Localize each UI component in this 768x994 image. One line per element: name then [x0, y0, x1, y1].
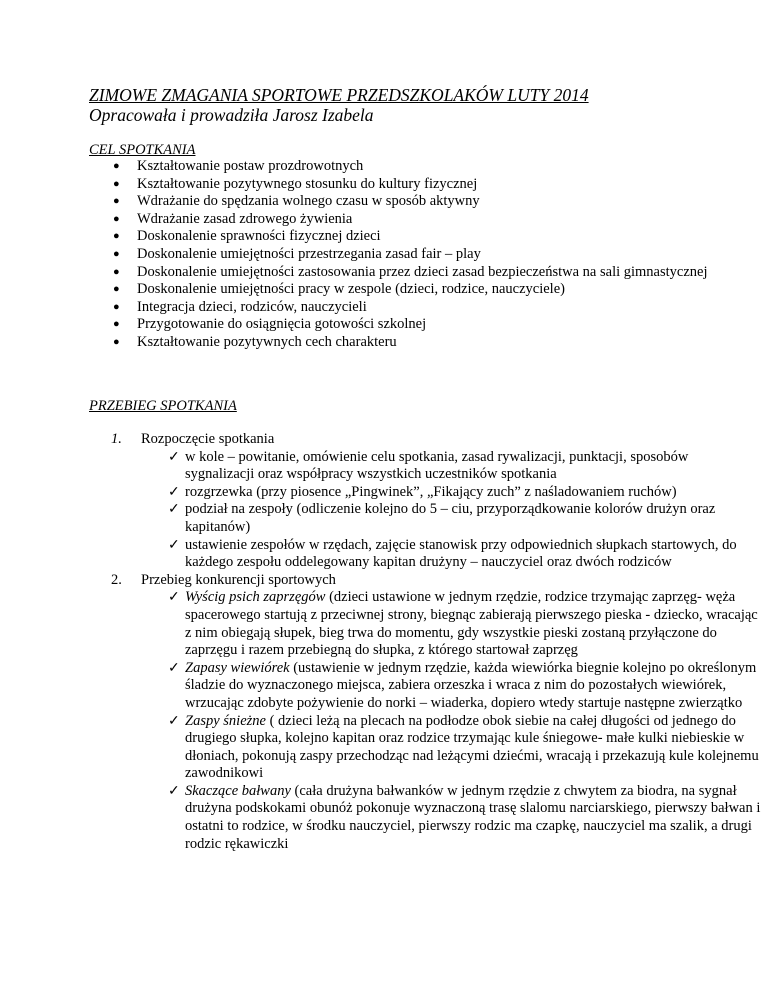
step-subitem	[141, 660, 761, 713]
step-subitem	[141, 713, 761, 783]
step-subitem	[141, 484, 761, 502]
goal-item	[89, 176, 749, 194]
goal-item	[89, 299, 749, 317]
goal-item	[89, 316, 749, 334]
goal-item	[89, 158, 749, 176]
course-heading: PRZEBIEG SPOTKANIA	[89, 398, 237, 414]
bullet-icon: ●	[113, 283, 120, 296]
goal-item-text: Doskonalenie umiejętności przestrzegania zasad fair – play	[137, 245, 481, 262]
step-number: 1.	[111, 431, 122, 447]
activity-text: w kole – powitanie, omówienie celu spotkania, zasad rywalizacji, punktacji, sposobów sygnalizacji oraz współpracy wszystkich uczestników spotkania	[185, 448, 689, 483]
activity-text: podział na zespoły (odliczenie kolejno do 5 – ciu, przyporządkowanie kolorów drużyn oraz kapitanów)	[185, 501, 716, 535]
step-label: Przebieg konkurencji sportowych	[141, 571, 336, 588]
course-step	[111, 572, 761, 854]
checkmark-icon: ✓	[168, 590, 180, 606]
step-subitem	[141, 783, 761, 853]
step-number: 2.	[111, 571, 122, 588]
goals-heading: CEL SPOTKANIA	[89, 142, 196, 158]
checkmark-icon: ✓	[168, 783, 180, 799]
step-subitem	[141, 501, 761, 536]
course-step	[111, 431, 761, 572]
goal-item-text: Doskonalenie umiejętności pracy w zespole (dzieci, rodzice, nauczyciele)	[137, 281, 565, 298]
bullet-icon: ●	[113, 230, 120, 243]
activity-title: Zaspy śnieżne	[185, 712, 266, 729]
activity-text: ( dzieci leżą na plecach na podłodze obok siebie na całej długości od jednego do drugiego słupka, kolejno kapitan oraz rodzice trzymając kule śniegowe- małe kulki niebieskie w dłoniach, pokonują zaspy przechodząc nad leżącymi dziećmi, wracają i przekazują kule kolejnemu zawodnikowi	[185, 712, 759, 782]
goal-item-text: Doskonalenie sprawności fizycznej dzieci	[137, 228, 381, 245]
bullet-icon: ●	[113, 300, 120, 313]
course-steps-list	[111, 431, 761, 853]
goal-item	[89, 264, 749, 282]
activity-text: ustawienie zespołów w rzędach, zajęcie stanowisk przy odpowiednich słupkach startowych, do każdego zespołu oddelegowany kapitan drużyny – nauczyciel oraz dwóch rodziców	[185, 536, 737, 571]
activity-title: Zapasy wiewiórek	[185, 659, 290, 676]
goal-item-text: Wdrażanie zasad zdrowego żywienia	[137, 210, 353, 227]
checkmark-icon: ✓	[168, 713, 180, 729]
goal-item-text: Doskonalenie umiejętności zastosowania przez dzieci zasad bezpieczeństwa na sali gimnastycznej	[137, 263, 708, 280]
step-label: Rozpoczęcie spotkania	[141, 431, 275, 447]
goals-list	[89, 158, 749, 352]
goal-item-text: Przygotowanie do osiągnięcia gotowości szkolnej	[137, 316, 427, 333]
goal-item-text: Kształtowanie pozytywnych cech charakteru	[137, 333, 397, 350]
activity-text: (ustawienie w jednym rzędzie, każda wiewiórka biegnie kolejno po określonym śladzie do wyznaczonego miejsca, zabiera orzeszka i wraca z nim do pozostałych wiewiórek, wrzucając zdobyte pożywienie do norki – wiaderka, dopiero wtedy startuje następne zwierzątko	[185, 659, 757, 711]
goal-item	[89, 281, 749, 299]
step-sublist	[141, 449, 761, 572]
goal-item	[89, 193, 749, 211]
checkmark-icon: ✓	[168, 502, 180, 518]
document-subtitle: Opracowała i prowadziła Jarosz Izabela	[89, 105, 374, 125]
bullet-icon: ●	[113, 247, 120, 260]
goal-item	[89, 334, 749, 352]
goal-item-text: Wdrażanie do spędzania wolnego czasu w sposób aktywny	[137, 193, 480, 210]
bullet-icon: ●	[113, 265, 120, 278]
activity-text: (cała drużyna bałwanków w jednym rzędzie z chwytem za biodra, na sygnał drużyna podskokami obunóż pokonuje wyznaczoną trasę slalomu narciarskiego, pierwszy bałwan i ostatni to rodzice, w środku nauczyciel, pierwszy rodzic ma czapkę, nauczyciel ma szalik, a drugi rodzic rękawiczki	[185, 782, 761, 852]
activity-text: (dzieci ustawione w jednym rzędzie, rodzice trzymając zaprzęg- węża spacerowego startują z przeciwnej strony, biegnąc zabierają pierwszego pieska - dziecko, wracając z nim obiegają słupek, bieg trwa do momentu, gdy wszystkie pieski zostaną przyłączone do zaprzęgu i razem przebiegną do słupka, z którego startował zaprzęg	[185, 589, 758, 659]
activity-title: Skaczące bałwany	[185, 782, 291, 799]
activity-text: rozgrzewka (przy piosence „Pingwinek”, „Fikający zuch” z naśladowaniem ruchów)	[185, 483, 677, 500]
checkmark-icon: ✓	[168, 537, 180, 553]
goal-item-text: Kształtowanie pozytywnego stosunku do kultury fizycznej	[137, 175, 478, 192]
checkmark-icon: ✓	[168, 484, 180, 500]
step-sublist	[141, 589, 761, 853]
bullet-icon: ●	[113, 195, 120, 208]
activity-title: Wyścig psich zaprzęgów	[185, 589, 326, 606]
bullet-icon: ●	[113, 335, 120, 348]
goal-item	[89, 211, 749, 229]
bullet-icon: ●	[113, 212, 120, 225]
goal-item	[89, 228, 749, 246]
bullet-icon: ●	[113, 177, 120, 190]
bullet-icon: ●	[113, 160, 120, 172]
goal-item	[89, 246, 749, 264]
document-title: ZIMOWE ZMAGANIA SPORTOWE PRZEDSZKOLAKÓW LUTY 2014	[89, 85, 589, 105]
bullet-icon: ●	[113, 318, 120, 331]
step-subitem	[141, 589, 761, 659]
checkmark-icon: ✓	[168, 660, 180, 676]
checkmark-icon: ✓	[168, 449, 180, 465]
step-subitem	[141, 449, 761, 484]
goal-item-text: Integracja dzieci, rodziców, nauczycieli	[137, 298, 367, 315]
step-subitem	[141, 537, 761, 572]
goal-item-text: Kształtowanie postaw prozdrowotnych	[137, 158, 364, 174]
